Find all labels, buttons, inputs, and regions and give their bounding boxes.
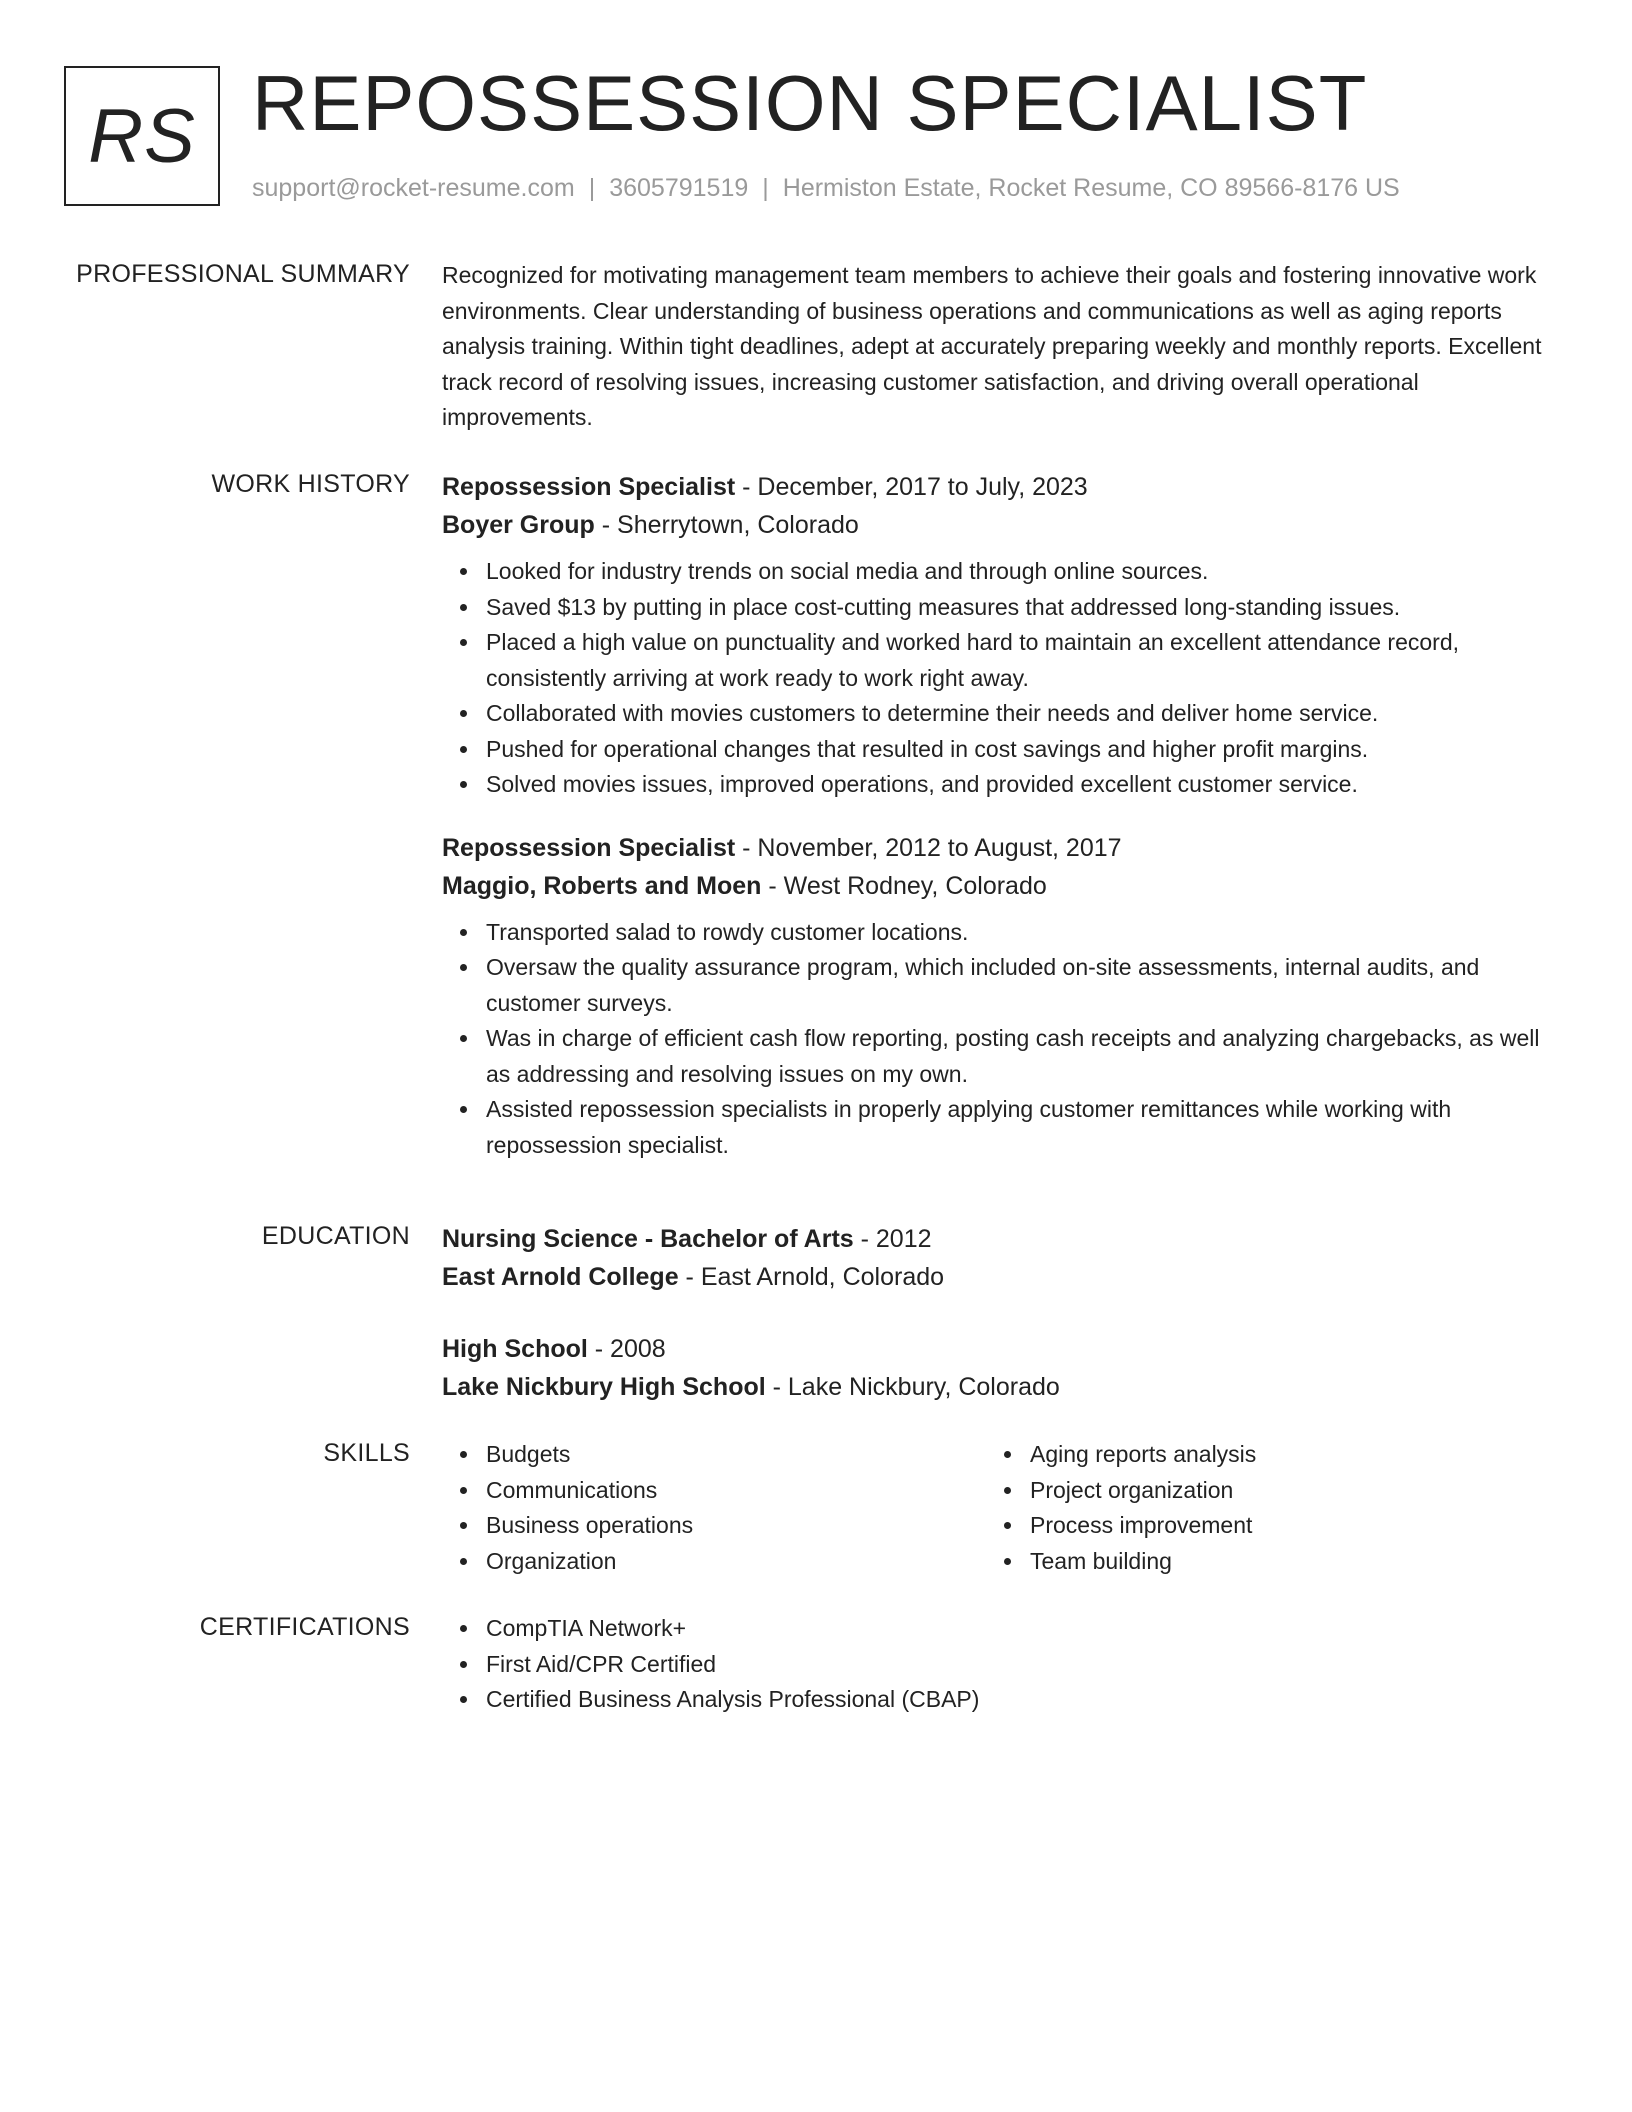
skill-item: Process improvement [1030,1508,1530,1544]
education-year: - 2008 [587,1335,666,1363]
job-bullet: Looked for industry trends on social media and through online sources. [486,554,1552,590]
skills-list [442,1437,986,1579]
skill-item: Team building [1030,1544,1530,1580]
job-company: Maggio, Roberts and Moen [442,871,762,900]
job-title-line [442,468,1552,506]
job-bullets [442,915,1552,1164]
job-bullet: Oversaw the quality assurance program, which included on-site assessments, internal audits, and customer surveys. [486,950,1552,1021]
education-school-line [442,1258,1552,1296]
job-bullets [442,554,1552,803]
certifications-list [442,1611,1552,1718]
contact-email[interactable]: support@rocket-resume.com [252,174,575,202]
job-bullet: Was in charge of efficient cash flow reporting, posting cash receipts and analyzing chargebacks, as well as addressing and resolving issues on my own. [486,1021,1552,1092]
job-title: Repossession Specialist [442,473,736,501]
work-history-body [442,468,1552,1163]
certifications-body [442,1611,1552,1718]
education-year: - 2012 [853,1225,932,1253]
education-school: Lake Nickbury High School [442,1373,766,1401]
job-dates: - November, 2012 to August, 2017 [735,833,1122,862]
certification-item: First Aid/CPR Certified [486,1647,1552,1683]
summary-text: Recognized for motivating management team members to achieve their goals and fostering innovative work environments. Clear understanding of business operations and communications as well as aging reports analysis training. Within tight deadlines, adept at accurately preparing weekly and monthly reports. Excellent track record of resolving issues, increasing customer satisfaction, and driving overall operational improvements. [442,262,1542,430]
section-label-summary: PROFESSIONAL SUMMARY [76,260,410,288]
job-bullet: Transported salad to rowdy customer locations. [486,915,1552,951]
job-dates: - December, 2017 to July, 2023 [735,473,1088,501]
education-degree-line [442,1330,1552,1368]
summary-body [442,258,1552,436]
skills-column-right [986,1437,1530,1579]
skill-item: Budgets [486,1437,986,1473]
contact-phone[interactable]: 3605791519 [609,174,749,202]
section-label-education: EDUCATION [261,1222,410,1250]
job-title-line [442,829,1552,867]
job-location: - West Rodney, Colorado [761,871,1047,900]
certification-item: CompTIA Network+ [486,1611,1552,1647]
job-bullet: Solved movies issues, improved operations, and provided excellent customer service. [486,767,1552,803]
education-body [442,1220,1552,1406]
skill-item: Organization [486,1544,986,1580]
candidate-title: REPOSSESSION SPECIALIST [252,59,1368,147]
contact-separator: | [588,174,596,202]
skill-item: Project organization [1030,1473,1530,1509]
skills-list [986,1437,1530,1579]
job-entry [442,829,1552,1164]
contact-address: Hermiston Estate, Rocket Resume, CO 89566-8176 US [782,174,1400,202]
job-company: Boyer Group [442,511,595,539]
education-degree-line [442,1220,1552,1258]
section-label-certifications: CERTIFICATIONS [199,1613,410,1641]
skill-item: Business operations [486,1508,986,1544]
job-entry [442,468,1552,803]
education-location: - East Arnold, Colorado [678,1263,945,1291]
monogram-initials: RS [88,93,196,179]
skills-body [442,1437,1552,1579]
skills-column-left [442,1437,986,1579]
job-location: - Sherrytown, Colorado [594,511,859,539]
job-org-line [442,506,1552,544]
education-school-line [442,1368,1552,1406]
contact-separator: | [762,174,769,202]
job-title: Repossession Specialist [442,833,736,862]
education-entry [442,1330,1552,1406]
section-label-skills: SKILLS [323,1439,410,1467]
skill-item: Communications [486,1473,986,1509]
job-bullet: Placed a high value on punctuality and worked hard to maintain an excellent attendance record, consistently arriving at work ready to work right away. [486,625,1552,696]
section-label-work-history: WORK HISTORY [211,470,410,498]
education-school: East Arnold College [442,1263,679,1291]
contact-line [252,172,1400,204]
monogram-box [64,66,220,206]
job-bullet: Pushed for operational changes that resulted in cost savings and higher profit margins. [486,732,1552,768]
education-degree: High School [442,1335,588,1363]
skills-grid [442,1437,1552,1579]
job-bullet: Collaborated with movies customers to determine their needs and deliver home service. [486,696,1552,732]
certification-item: Certified Business Analysis Professional (CBAP) [486,1682,1552,1718]
education-location: - Lake Nickbury, Colorado [765,1373,1060,1401]
job-bullet: Assisted repossession specialists in properly applying customer remittances while working with repossession specialist. [486,1092,1552,1163]
job-org-line [442,867,1552,905]
education-degree: Nursing Science - Bachelor of Arts [442,1225,854,1253]
skill-item: Aging reports analysis [1030,1437,1530,1473]
education-entry [442,1220,1552,1296]
job-bullet: Saved $13 by putting in place cost-cutting measures that addressed long-standing issues. [486,590,1552,626]
